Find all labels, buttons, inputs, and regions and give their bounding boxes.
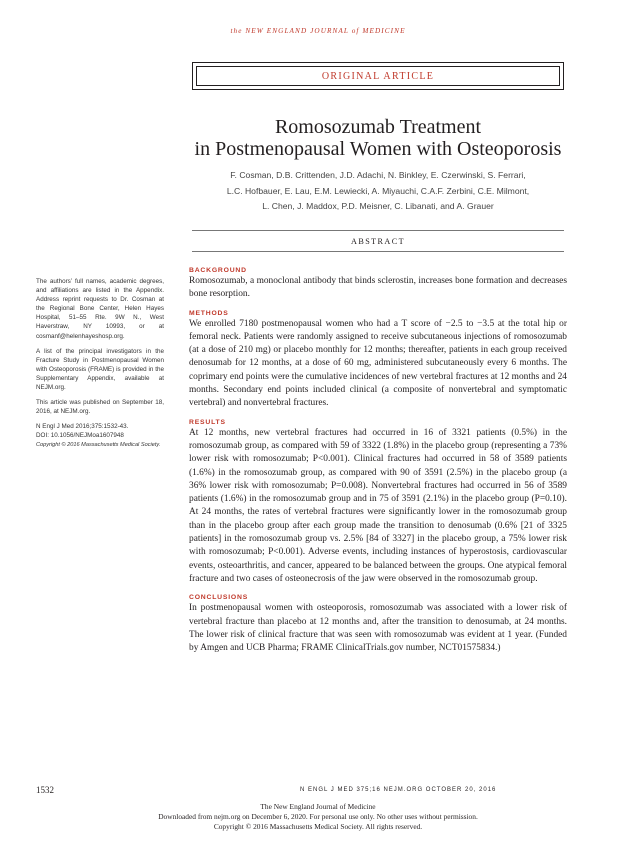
title-line-1: Romosozumab Treatment [274,116,482,138]
methods-text: We enrolled 7180 postmenopausal women who had a T score of −2.5 to −3.5 at the total hip or femoral neck. Patients were randomly assigned to receive subcutaneous injections of romosozumab (at a dose of 210 mg) or placebo monthly for 12 months; thereafter, patients in each group received denosumab for 12 months, at a dose of 60 mg, administered subcutaneously every 6 months. The coprimary end points were the cumulative incidences of new vertebral fractures at 12 months and 24 months. Secondary end points included clinical (a composite of nonvertebral and symptomatic vertebral) and nonvertebral fractures. [189,318,567,409]
title-line-2: in Postmenopausal Women with Osteoporosis [194,138,562,160]
notice-line-3: Copyright © 2016 Massachusetts Medical Society. All rights reserved. [213,822,423,832]
background-text: Romosozumab, a monoclonal antibody that binds sclerostin, increases bone formation and decreases bone resorption. [189,276,567,300]
sidebar-copyright: Copyright © 2016 Massachusetts Medical Society. [36,441,161,448]
sidebar-notes [36,277,164,450]
results-text: At 12 months, new vertebral fractures had occurred in 16 of 3321 patients (0.5%) in the romosozumab group, as compared with 59 of 3322 (1.8%) in the placebo group (representing a 73% lower risk with romosozumab; P<0.001). Clinical fractures had occurred in 58 of 3589 patients (1.6%) in the romosozumab group, as compared with 90 of 3591 (2.5%) in the placebo group (a 36% lower risk with romosozumab; P=0.008). Nonvertebral fractures had occurred in 56 of 3589 patients (1.6%) in the romosozumab group and in 75 of 3591 (2.1%) in the placebo group (P=0.10). At 24 months, the rates of vertebral fractures were significantly lower in the romosozumab group than in the placebo group after each group made the transition to denosumab (0.6% [21 of 3325 patients] in the romosozumab group vs. 2.5% [84 of 3327] in the placebo group, a 75% lower risk with romosozumab; P<0.001). Adverse events, including instances of hyperostosis, cardiovascular events, osteoarthritis, and cancer, appeared to be balanced between the groups. One atypical femoral fracture and two cases of osteonecrosis of the jaw were observed in the romosozumab group. [189,427,567,584]
abstract-body [189,266,567,655]
background-heading: BACKGROUND [189,267,247,274]
journal-citation: N ENGL J MED 375;16 NEJM.ORG OCTOBER 20, 2016 [300,787,497,793]
notice-line-2: Downloaded from nejm.org on December 6, 2020. For personal use only. No other uses without permission. [158,812,478,822]
citation: N Engl J Med 2016;375:1532-43. [36,423,129,431]
authors-line-2: L.C. Hofbauer, E. Lau, E.M. Lewiecki, A. Miyauchi, C.A.F. Zerbini, C.E. Milmont, [226,185,530,196]
methods-heading: METHODS [189,309,229,317]
publication-note: This article was published on September 18, 2016, at NEJM.org. [36,399,164,416]
author-list [186,168,570,215]
download-notice [0,802,636,833]
article-type: ORIGINAL ARTICLE [321,70,435,82]
doi: DOI: 10.1056/NEJMoa1607948 [36,432,124,440]
article-type-banner [192,62,564,90]
results-heading: RESULTS [189,418,226,426]
conclusions-heading: CONCLUSIONS [189,594,249,602]
journal-header: the NEW ENGLAND JOURNAL of MEDICINE [230,27,406,35]
authors-line-1: F. Cosman, D.B. Crittenden, J.D. Adachi, N. Binkley, E. Czerwinski, S. Ferrari, [230,170,526,180]
conclusions-text: In postmenopausal women with osteoporosis, romosozumab was associated with a lower risk of vertebral fracture than placebo at 12 months and, after the transition to denosumab, at 24 months. The lower risk of clinical fracture that was seen with romosozumab was evident at 1 year. (Funded by Amgen and UCB Pharma; FRAME ClinicalTrials.gov number, NCT01575834.) [189,603,567,654]
abstract-heading: ABSTRACT [192,230,564,252]
page-number: 1532 [36,785,54,795]
article-title [176,116,580,160]
authors-line-3: L. Chen, J. Maddox, P.D. Meisner, C. Libanati, and A. Grauer [262,201,494,212]
notice-line-1: The New England Journal of Medicine [260,802,376,811]
investigators-note: A list of the principal investigators in the Fracture Study in Postmenopausal Women with Osteoporosis (FRAME) is provided in the Supplementary Appendix, available at NEJM.org. [36,347,164,392]
affiliations-note: The authors’ full names, academic degrees, and affiliations are listed in the Appendix. Address reprint requests to Dr. Cosman at the Regional Bone Center, Helen Hayes Hospital, 51–55 Rte. 9W N., West Haverstraw, NY 10993, or at cosmanf@helenhayeshosp.org. [36,278,164,340]
